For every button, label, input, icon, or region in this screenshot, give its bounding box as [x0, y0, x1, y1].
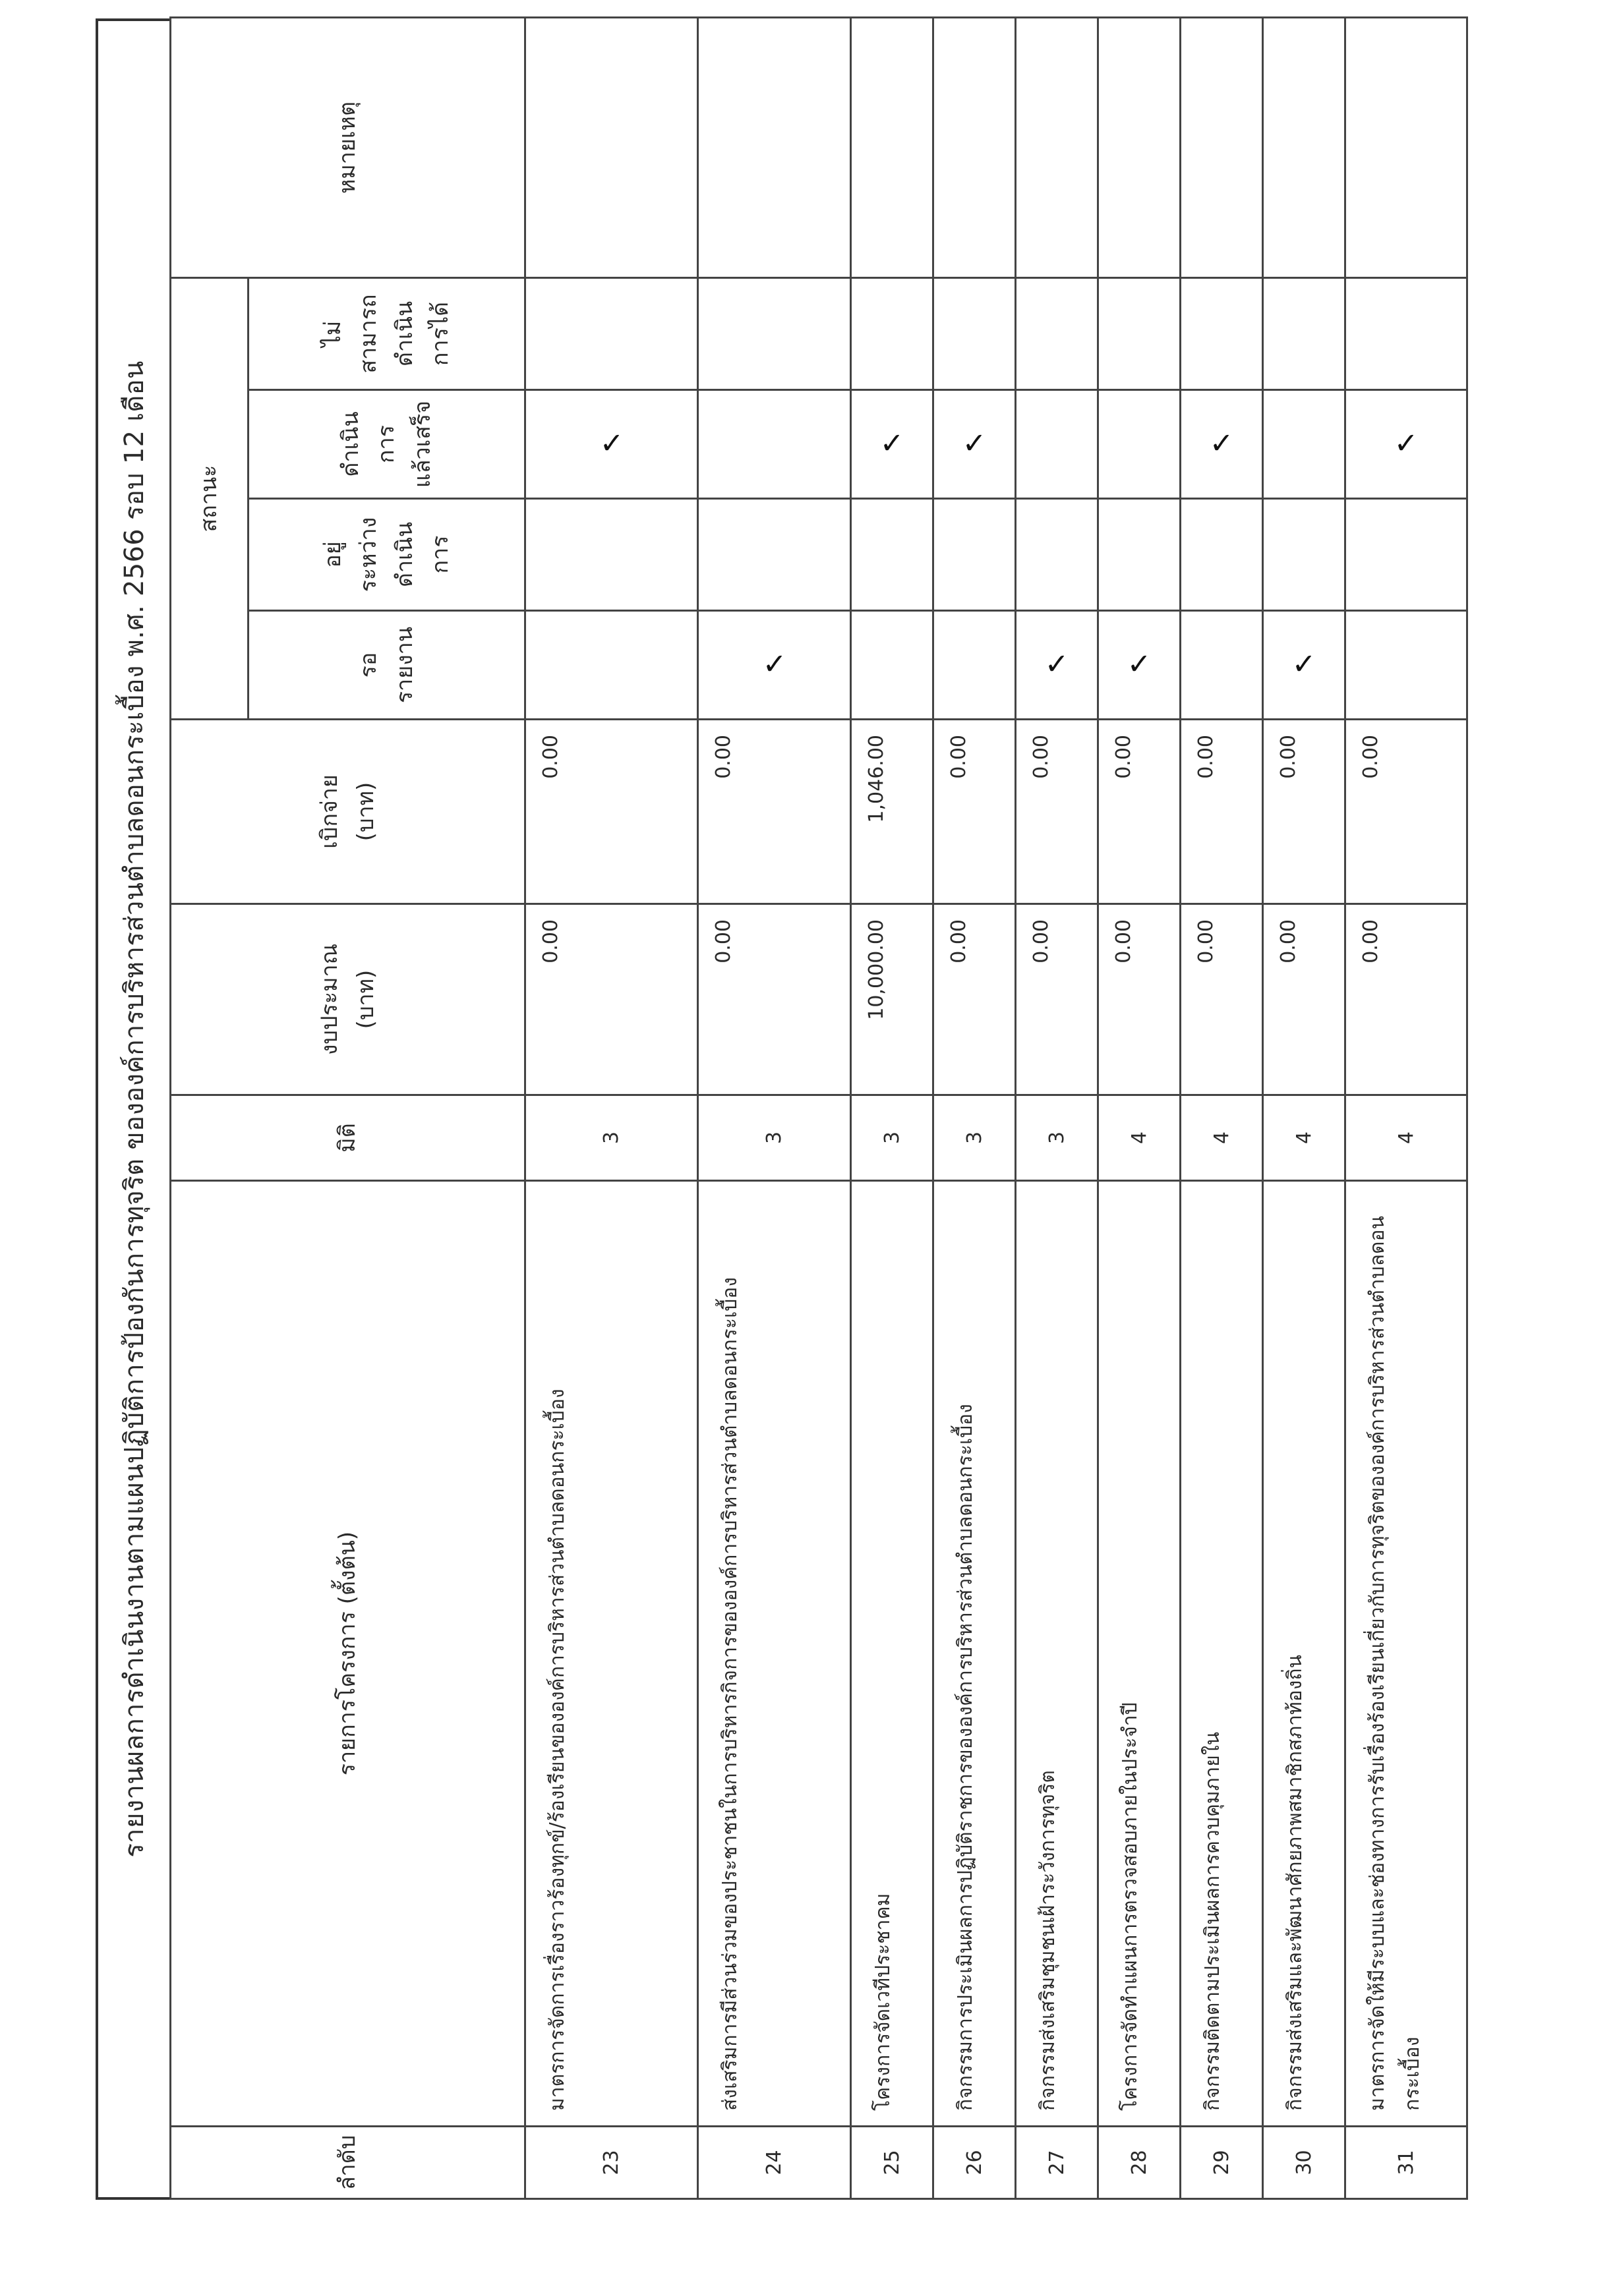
row-remarks: [1263, 18, 1345, 278]
row-spent: 0.00: [698, 720, 851, 904]
header-status-done-2: การ: [373, 425, 400, 463]
check-mark-icon: ✓: [762, 648, 786, 681]
row-project: กิจกรรมติดตามประเมินผลการควบคุมภายใน: [1181, 1181, 1263, 2127]
row-project: ส่งเสริมการมีส่วนร่วมของประชาชนในการบริหารกิจการขององค์การบริหารส่วนตำบลดอนกระเบื้อง: [698, 1181, 851, 2127]
row-remarks: [1016, 18, 1098, 278]
row-status-cannot: [698, 278, 851, 390]
table-row: [1263, 18, 1345, 2199]
table-row: [525, 18, 698, 2199]
check-mark-icon: ✓: [962, 427, 987, 461]
header-status-cannot-2: สามารถ: [355, 294, 382, 374]
report-table: [169, 16, 1468, 2200]
header-status-cannot: [249, 278, 525, 390]
row-status-done: [1098, 390, 1181, 499]
header-spent-line2: (บาท): [352, 782, 379, 842]
row-dimension: 3: [851, 1095, 933, 1181]
header-status-waiting-2: รายงาน: [391, 626, 418, 704]
row-remarks: [1345, 18, 1467, 278]
row-status-cannot: [1016, 278, 1098, 390]
row-budget: 0.00: [698, 904, 851, 1095]
row-status-waiting: [851, 611, 933, 720]
row-budget: 0.00: [1263, 904, 1345, 1095]
row-project: โครงการจัดทำแผนการตรวจสอบภายในประจำปี: [1098, 1181, 1181, 2127]
row-status-inprogress: [1098, 499, 1181, 611]
header-no: ลำดับ: [171, 2127, 525, 2199]
check-mark-icon: ✓: [1291, 648, 1316, 681]
row-status-cannot: [933, 278, 1016, 390]
row-status-inprogress: [851, 499, 933, 611]
row-dimension: 3: [1016, 1095, 1098, 1181]
row-budget: 0.00: [1098, 904, 1181, 1095]
check-mark-icon: ✓: [599, 427, 624, 461]
row-status-inprogress: [1016, 499, 1098, 611]
header-status-done-1: ดำเนิน: [337, 411, 364, 477]
row-spent: 0.00: [1345, 720, 1467, 904]
row-status-cannot: [1263, 278, 1345, 390]
header-budget-line1: งบประมาณ: [316, 943, 343, 1056]
header-status-inprogress-1: อยู่: [319, 541, 346, 568]
header-status-inprogress-3: ดำเนิน: [391, 521, 418, 588]
row-dimension: 3: [933, 1095, 1016, 1181]
row-status-waiting: [1098, 611, 1181, 720]
header-status-done: [249, 390, 525, 499]
row-dimension: 3: [698, 1095, 851, 1181]
row-status-waiting: [1181, 611, 1263, 720]
row-status-inprogress: [1263, 499, 1345, 611]
row-number: 24: [698, 2127, 851, 2199]
row-spent: 0.00: [1263, 720, 1345, 904]
table-row: [933, 18, 1016, 2199]
row-number: 29: [1181, 2127, 1263, 2199]
row-status-waiting: [933, 611, 1016, 720]
header-status-inprogress-4: การ: [427, 535, 454, 574]
row-status-waiting: [525, 611, 698, 720]
row-project: มาตรการจัดให้มีระบบและช่องทางการรับเรื่องร้องเรียนเกี่ยวกับการทุจริตขององค์การบริหารส่วนตำบลดอนกระเบื้อง: [1345, 1181, 1467, 2127]
row-spent: 0.00: [933, 720, 1016, 904]
check-mark-icon: ✓: [1127, 648, 1152, 681]
row-spent: 1,046.00: [851, 720, 933, 904]
row-status-done: [1016, 390, 1098, 499]
header-dimension: มิติ: [171, 1095, 525, 1181]
row-status-done: [1345, 390, 1467, 499]
row-status-cannot: [525, 278, 698, 390]
check-mark-icon: ✓: [1394, 427, 1419, 461]
row-number: 27: [1016, 2127, 1098, 2199]
row-status-inprogress: [525, 499, 698, 611]
row-dimension: 4: [1181, 1095, 1263, 1181]
header-spent: [171, 720, 525, 904]
row-number: 30: [1263, 2127, 1345, 2199]
row-status-inprogress: [1345, 499, 1467, 611]
check-mark-icon: ✓: [1044, 648, 1069, 681]
row-budget: 10,000.00: [851, 904, 933, 1095]
row-status-done: [698, 390, 851, 499]
row-budget: 0.00: [1016, 904, 1098, 1095]
row-dimension: 3: [525, 1095, 698, 1181]
check-mark-icon: ✓: [879, 427, 904, 461]
header-budget-line2: (บาท): [352, 969, 379, 1029]
header-status-inprogress: [249, 499, 525, 611]
header-status-waiting-1: รอ: [355, 652, 382, 678]
row-status-cannot: [1345, 278, 1467, 390]
row-number: 25: [851, 2127, 933, 2199]
row-remarks: [698, 18, 851, 278]
header-status-cannot-3: ดำเนิน: [391, 301, 418, 367]
row-number: 26: [933, 2127, 1016, 2199]
row-dimension: 4: [1345, 1095, 1467, 1181]
table-row: [1345, 18, 1467, 2199]
row-status-done: [851, 390, 933, 499]
table-row: [1181, 18, 1263, 2199]
check-mark-icon: ✓: [1209, 427, 1234, 461]
row-budget: 0.00: [525, 904, 698, 1095]
header-status-inprogress-2: ระหว่าง: [355, 517, 382, 592]
row-dimension: 4: [1098, 1095, 1181, 1181]
row-spent: 0.00: [1098, 720, 1181, 904]
table-row: [851, 18, 933, 2199]
row-budget: 0.00: [1181, 904, 1263, 1095]
header-status-cannot-1: ไม่: [319, 320, 346, 347]
row-status-cannot: [1181, 278, 1263, 390]
row-status-done: [1263, 390, 1345, 499]
row-project: กิจกรรมการประเมินผลการปฏิบัติราชการขององค์การบริหารส่วนตำบลดอนกระเบื้อง: [933, 1181, 1016, 2127]
row-spent: 0.00: [1016, 720, 1098, 904]
row-status-inprogress: [933, 499, 1016, 611]
row-spent: 0.00: [1181, 720, 1263, 904]
row-project: กิจกรรมส่งเสริมชุมชนเฝ้าระวังการทุจริต: [1016, 1181, 1098, 2127]
header-budget: [171, 904, 525, 1095]
header-status: สถานะ: [171, 278, 249, 720]
table-row: [1098, 18, 1181, 2199]
header-status-waiting: [249, 611, 525, 720]
row-budget: 0.00: [933, 904, 1016, 1095]
row-status-waiting: [1345, 611, 1467, 720]
report-body: [525, 18, 1467, 2199]
row-remarks: [1181, 18, 1263, 278]
row-remarks: [851, 18, 933, 278]
table-row: [698, 18, 851, 2199]
row-status-done: [525, 390, 698, 499]
row-status-done: [933, 390, 1016, 499]
header-remarks: หมายเหตุ: [171, 18, 525, 278]
row-project: กิจกรรมส่งเสริมและพัฒนาศักยภาพสมาชิกสภาท้องถิ่น: [1263, 1181, 1345, 2127]
row-status-waiting: [1263, 611, 1345, 720]
row-remarks: [1098, 18, 1181, 278]
row-status-waiting: [1016, 611, 1098, 720]
row-status-cannot: [851, 278, 933, 390]
row-number: 28: [1098, 2127, 1181, 2199]
row-remarks: [525, 18, 698, 278]
header-project: รายการโครงการ (ตั้งต้น): [171, 1181, 525, 2127]
header-spent-line1: เบิกจ่าย: [316, 774, 343, 849]
row-project: มาตรการจัดการเรื่องราวร้องทุกข์/ร้องเรียนขององค์การบริหารส่วนตำบลดอนกระเบื้อง: [525, 1181, 698, 2127]
row-project: โครงการจัดเวทีประชาคม: [851, 1181, 933, 2127]
header-status-cannot-4: การได้: [427, 301, 454, 366]
table-row: [1016, 18, 1098, 2199]
row-status-inprogress: [698, 499, 851, 611]
row-status-cannot: [1098, 278, 1181, 390]
row-number: 31: [1345, 2127, 1467, 2199]
header-status-done-3: แล้วเสร็จ: [409, 400, 436, 488]
row-number: 23: [525, 2127, 698, 2199]
row-spent: 0.00: [525, 720, 698, 904]
row-dimension: 4: [1263, 1095, 1345, 1181]
row-status-waiting: [698, 611, 851, 720]
document-title: รายงานผลการดำเนินงานตามแผนปฏิบัติการป้องกันการทุจริต ขององค์การบริหารส่วนตำบลดอนกระเบื้อง พ.ศ. 2566 รอบ 12 เดือน: [96, 18, 169, 2200]
report-sheet: [96, 18, 1424, 2200]
row-status-inprogress: [1181, 499, 1263, 611]
row-budget: 0.00: [1345, 904, 1467, 1095]
row-status-done: [1181, 390, 1263, 499]
row-remarks: [933, 18, 1016, 278]
